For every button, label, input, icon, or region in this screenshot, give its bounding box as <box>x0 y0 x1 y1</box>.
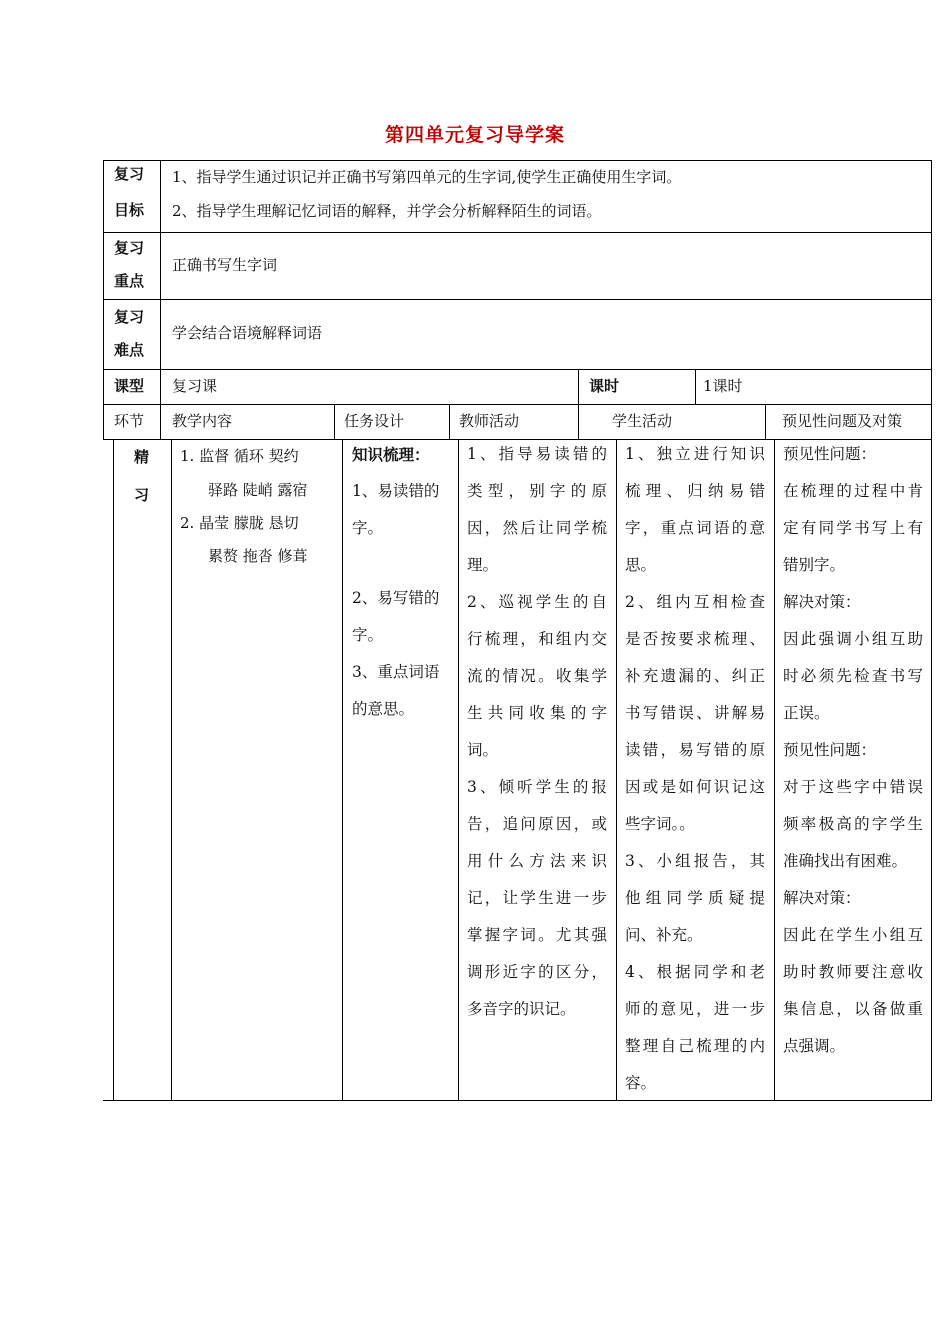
student-line: 书写错误、讲解易 <box>625 704 765 722</box>
teacher-line: 理。 <box>467 556 499 574</box>
problems-line: 对于这些字中错误 <box>783 778 923 796</box>
student-line: 些字词。。 <box>625 815 695 833</box>
problems-column <box>783 436 923 1065</box>
teacher-column <box>467 436 607 1028</box>
teacher-line: 掌握字词。尤其强 <box>467 926 607 944</box>
teacher-line: 因，然后让同学梳 <box>467 519 607 537</box>
focus-text: 正确书写生字词 <box>172 256 278 274</box>
problems-line: 解决对策： <box>783 889 861 907</box>
header-content: 教学内容 <box>172 412 233 430</box>
teacher-line: 3、倾听学生的报 <box>467 778 607 796</box>
student-line: 读错，易写错的原 <box>625 741 765 759</box>
problems-line: 因此在学生小组互 <box>783 926 923 944</box>
difficulty-label-line1: 复习 <box>114 308 145 326</box>
task-line: 2、易写错的 <box>352 589 440 607</box>
lesson-hours-value: 1课时 <box>703 377 743 395</box>
content-line-1: 1. 监督 循环 契约 <box>180 447 299 465</box>
problems-line: 点强调。 <box>783 1037 846 1055</box>
problems-line: 解决对策： <box>783 593 861 611</box>
teacher-line: 行梳理，和组内交 <box>467 630 607 648</box>
student-line: 整理自己梳理的内 <box>625 1037 765 1055</box>
student-line: 字，重点词语的意 <box>625 519 765 537</box>
goal-item-2: 2、指导学生理解记忆词语的解释，并学会分析解释陌生的词语。 <box>172 202 602 220</box>
problems-line: 时必须先检查书写 <box>783 667 923 685</box>
focus-label-line1: 复习 <box>114 239 145 257</box>
task-line <box>352 547 450 580</box>
lesson-hours-label: 课时 <box>589 377 620 395</box>
content-line-3: 2. 晶莹 朦胧 恳切 <box>180 514 299 532</box>
goals-label-line2: 目标 <box>114 201 145 219</box>
problems-line: 正误。 <box>783 704 830 722</box>
teacher-line: 告，追问原因，或 <box>467 815 607 833</box>
goals-label-line1: 复习 <box>114 165 145 183</box>
student-line: 3、小组报告，其 <box>625 852 765 870</box>
content-line-4: 累赘 拖沓 修葺 <box>208 547 308 565</box>
goal-item-1: 1、指导学生通过识记并正确书写第四单元的生字词,使学生正确使用生字词。 <box>172 168 682 186</box>
header-problems: 预见性问题及对策 <box>782 412 903 430</box>
teacher-line: 2、巡视学生的自 <box>467 593 607 611</box>
teacher-line: 用什么方法来识 <box>467 852 607 870</box>
student-line: 梳理、归纳易错 <box>625 482 765 500</box>
problems-line: 集信息，以备做重 <box>783 1000 923 1018</box>
student-line: 因或是如何识记这 <box>625 778 765 796</box>
student-column <box>625 436 765 1102</box>
student-line: 问、补充。 <box>625 926 703 944</box>
student-line: 4、根据同学和老 <box>625 963 765 981</box>
student-line: 他组同学质疑提 <box>625 889 765 907</box>
student-line: 思。 <box>625 556 657 574</box>
difficulty-text: 学会结合语境解释词语 <box>172 324 323 342</box>
teacher-line: 词。 <box>467 741 499 759</box>
teacher-line: 调形近字的区分， <box>467 963 607 981</box>
student-line: 补充遗漏的、纠正 <box>625 667 765 685</box>
teacher-line: 类型，别字的原 <box>467 482 607 500</box>
teacher-line: 生共同收集的字 <box>467 704 607 722</box>
task-line: 的意思。 <box>352 700 415 718</box>
task-line: 3、重点词语 <box>352 663 440 681</box>
header-teacher: 教师活动 <box>459 412 520 430</box>
student-line: 容。 <box>625 1074 657 1092</box>
teacher-line: 多音字的识记。 <box>467 1000 576 1018</box>
header-task: 任务设计 <box>344 412 405 430</box>
task-column <box>352 436 450 728</box>
student-line: 是否按要求梳理、 <box>625 630 765 648</box>
problems-line: 错别字。 <box>783 556 846 574</box>
lesson-type-value: 复习课 <box>172 377 218 395</box>
task-line: 字。 <box>352 626 384 644</box>
teacher-line: 记，让学生进一步 <box>467 889 607 907</box>
problems-line: 定有同学书写上有 <box>783 519 923 537</box>
content-line-2: 驿路 陡峭 露宿 <box>208 481 308 499</box>
header-stage: 环节 <box>114 412 145 430</box>
student-line: 1、独立进行知识 <box>625 445 765 463</box>
problems-line: 预见性问题： <box>783 445 877 463</box>
task-heading: 知识梳理： <box>352 445 430 464</box>
page-title: 第四单元复习导学案 <box>384 124 565 146</box>
difficulty-label-line2: 难点 <box>114 341 145 359</box>
task-line: 1、易读错的 <box>352 482 440 500</box>
stage-char-1: 精 <box>134 448 150 466</box>
teacher-line: 流的情况。收集学 <box>467 667 607 685</box>
problems-line: 助时教师要注意收 <box>783 963 923 981</box>
task-line: 字。 <box>352 519 384 537</box>
problems-line: 在梳理的过程中肯 <box>783 482 923 500</box>
header-student: 学生活动 <box>612 412 673 430</box>
problems-line: 预见性问题： <box>783 741 877 759</box>
teacher-line: 1、指导易读错的 <box>467 445 607 463</box>
problems-line: 频率极高的字学生 <box>783 815 923 833</box>
stage-char-2: 习 <box>134 486 150 504</box>
problems-line: 准确找出有困难。 <box>783 852 908 870</box>
lesson-type-label: 课型 <box>114 377 145 395</box>
student-line: 2、组内互相检查 <box>625 593 765 611</box>
problems-line: 因此强调小组互助 <box>783 630 923 648</box>
student-line: 师的意见，进一步 <box>625 1000 765 1018</box>
focus-label-line2: 重点 <box>114 272 145 290</box>
